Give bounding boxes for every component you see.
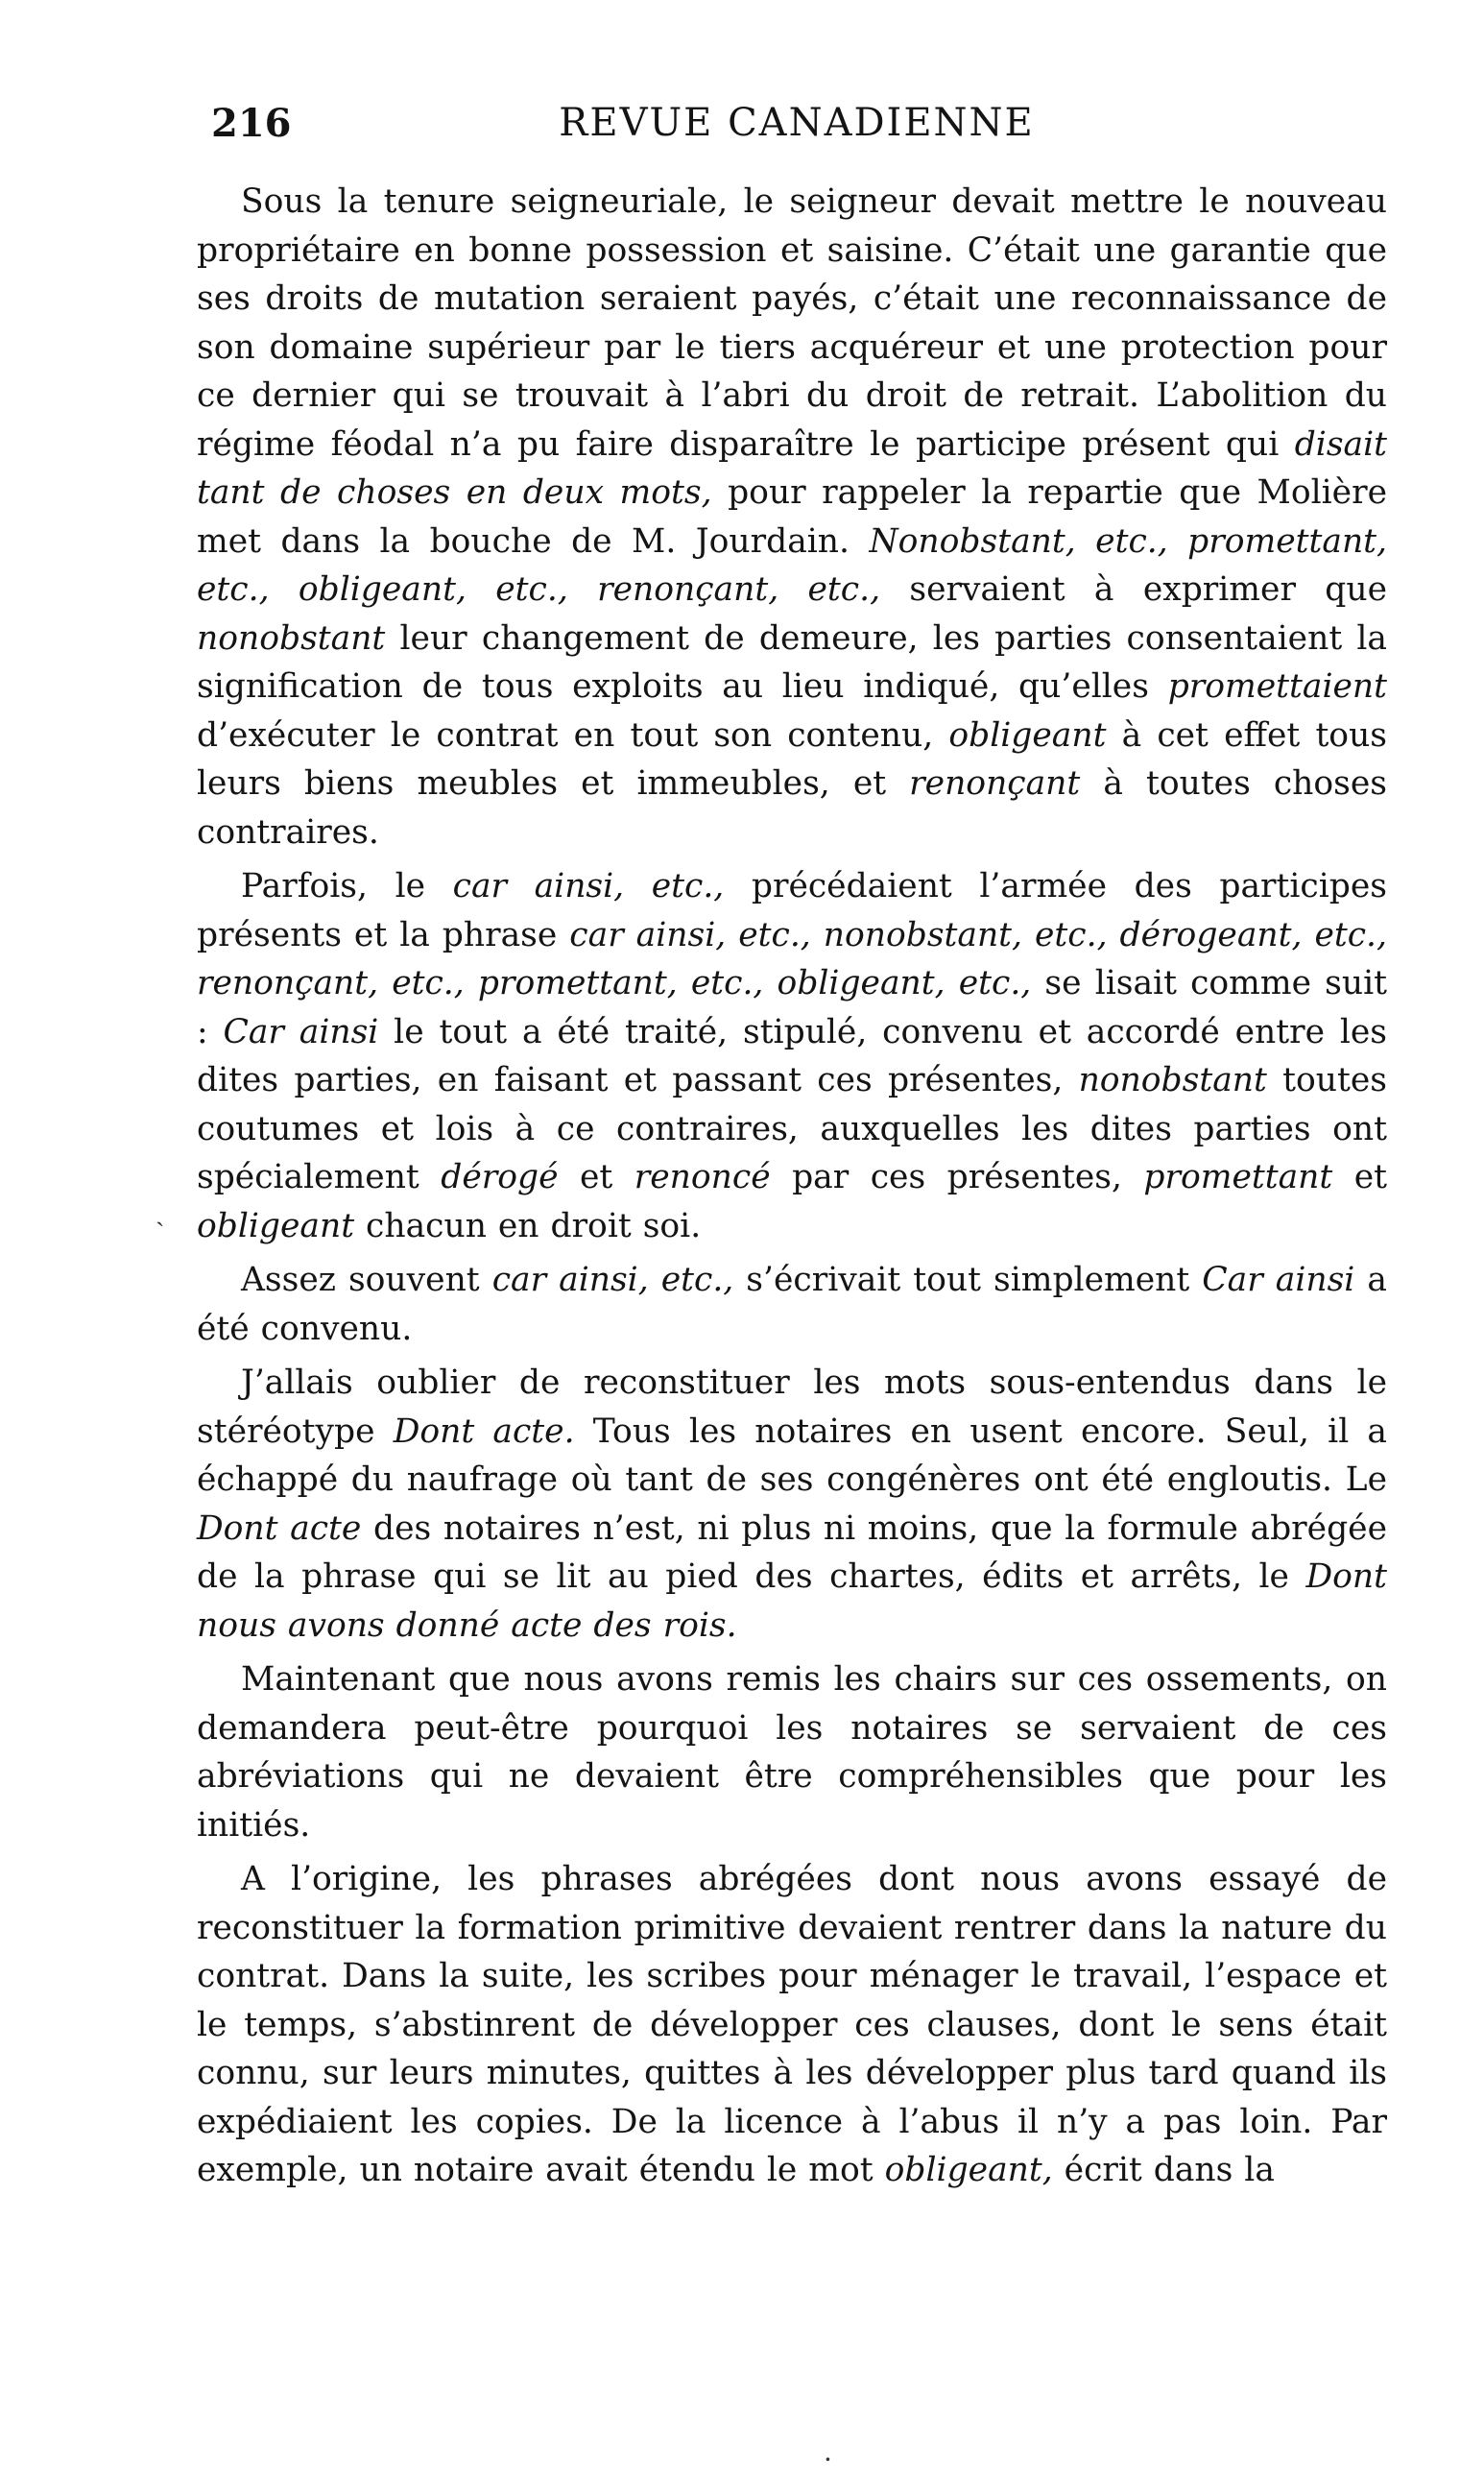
text-run: a été convenu. <box>197 1261 1387 1348</box>
italic-text-run: obligeant <box>197 1206 355 1245</box>
body-text <box>197 178 1387 2195</box>
italic-text-run: car ainsi, etc., <box>491 1261 734 1299</box>
paragraph <box>197 178 1387 856</box>
text-run: et <box>1332 1158 1387 1196</box>
text-run: et <box>558 1158 634 1196</box>
text-run: Sous la tenure seigneuriale, le seigneur devait mettre le nouveau propriétaire en bonne possession et saisine. C’était une garantie que ses droits de mutation seraient payés, c’était une reconnaissance de son domaine supérieur par le tiers acquéreur et une protection pour ce dernier qui se trouvait à l’abri du droit de retrait. L’abolition du régime féodal n’a pu faire disparaître le participe présent qui <box>197 182 1387 464</box>
paragraph <box>197 1855 1387 2195</box>
italic-text-run: obligeant, <box>884 2151 1053 2189</box>
text-run: se lisait comme suit : <box>197 964 1387 1051</box>
page-number: 216 <box>211 101 292 146</box>
margin-speck: · <box>824 2444 832 2475</box>
text-run: des notaires n’est, ni plus ni moins, que la formule abrégée de la phrase qui se lit au pied des chartes, édits et arrêts, le <box>197 1508 1388 1596</box>
italic-text-run: car ainsi, etc., nonobstant, etc., dérogeant, etc., renonçant, etc., promettant, etc., obligeant, etc., <box>197 915 1387 1002</box>
text-run: écrit dans la <box>1052 2151 1275 2189</box>
text-run: par ces présentes, <box>770 1158 1144 1196</box>
paragraph <box>197 1655 1387 1849</box>
paragraph <box>197 1256 1387 1353</box>
italic-text-run: disait tant de choses en deux mots, <box>197 424 1387 512</box>
italic-text-run: renoncé <box>634 1158 771 1196</box>
italic-text-run: nonobstant <box>1078 1061 1267 1099</box>
text-run: Maintenant que nous avons remis les chairs sur ces ossements, on demandera peut-être pourquoi les notaires se servaient de ces abréviations qui ne devaient être compréhensibles que pour les initiés. <box>197 1660 1387 1845</box>
text-run: Assez souvent <box>241 1261 492 1299</box>
text-run: Parfois, le <box>241 867 453 905</box>
italic-text-run: nonobstant <box>197 618 386 658</box>
italic-text-run: Nonobstant, etc., promettant, etc., obligeant, etc., renonçant, etc., <box>197 521 1387 609</box>
italic-text-run: promettaient <box>1167 667 1387 706</box>
margin-speck: ˎ <box>156 1195 165 1227</box>
italic-text-run: car ainsi, etc., <box>452 867 725 905</box>
text-run: toutes coutumes et lois à ce contraires, auxquelles les dites parties ont spécialement <box>197 1061 1387 1196</box>
italic-text-run: obligeant <box>948 715 1107 755</box>
text-run: Tous les notaires en usent encore. Seul, il a échappé du naufrage où tant de ses congénères ont été engloutis. Le <box>197 1411 1387 1499</box>
paragraph <box>197 862 1387 1250</box>
italic-text-run: Dont acte. <box>393 1411 575 1451</box>
italic-text-run: renonçant <box>909 764 1081 803</box>
paragraph <box>197 1359 1387 1650</box>
text-run: leur changement de demeure, les parties consentaient la signification de tous exploits au lieu indiqué, qu’elles <box>197 618 1387 706</box>
text-run: précédaient l’armée des participes présents et la phrase <box>197 867 1387 954</box>
text-run: s’écrivait tout simplement <box>733 1261 1203 1299</box>
text-run: à toutes choses contraires. <box>197 764 1387 852</box>
text-run: servaient à exprimer que <box>880 570 1387 609</box>
text-run: d’exécuter le contrat en tout son contenu, <box>197 715 949 755</box>
text-run: chacun en droit soi. <box>354 1206 702 1245</box>
italic-text-run: Dont nous avons donné acte des rois. <box>197 1557 1387 1645</box>
text-run: A l’origine, les phrases abrégées dont nous avons essayé de reconstituer la formation primitive devaient rentrer dans la nature du contrat. Dans la suite, les scribes pour ménager le travail, l’espace et le temps, s’abstinrent de développer ces clauses, dont le sens était connu, sur leurs minutes, quittes à les développer plus tard quand ils expédiaient les copies. De la licence à l’abus il n’y a pas loin. Par exemple, un notaire avait étendu le mot <box>197 1860 1387 2189</box>
text-run: à cet effet tous leurs biens meubles et immeubles, et <box>197 715 1387 803</box>
text-run: le tout a été traité, stipulé, convenu et accordé entre les dites parties, en faisant et passant ces présentes, <box>197 1012 1387 1099</box>
italic-text-run: Car ainsi <box>1202 1261 1355 1299</box>
italic-text-run: Dont acte <box>197 1508 362 1548</box>
page-header <box>211 101 1382 158</box>
italic-text-run: dérogé <box>441 1158 559 1196</box>
italic-text-run: Car ainsi <box>223 1012 379 1051</box>
text-run: pour rappeler la repartie que Molière met dans la bouche de M. Jourdain. <box>197 473 1388 561</box>
text-run: J’allais oublier de reconstituer les mots sous-entendus dans le stéréotype <box>197 1363 1387 1451</box>
italic-text-run: promettant <box>1143 1158 1333 1196</box>
running-title: REVUE CANADIENNE <box>559 101 1035 145</box>
